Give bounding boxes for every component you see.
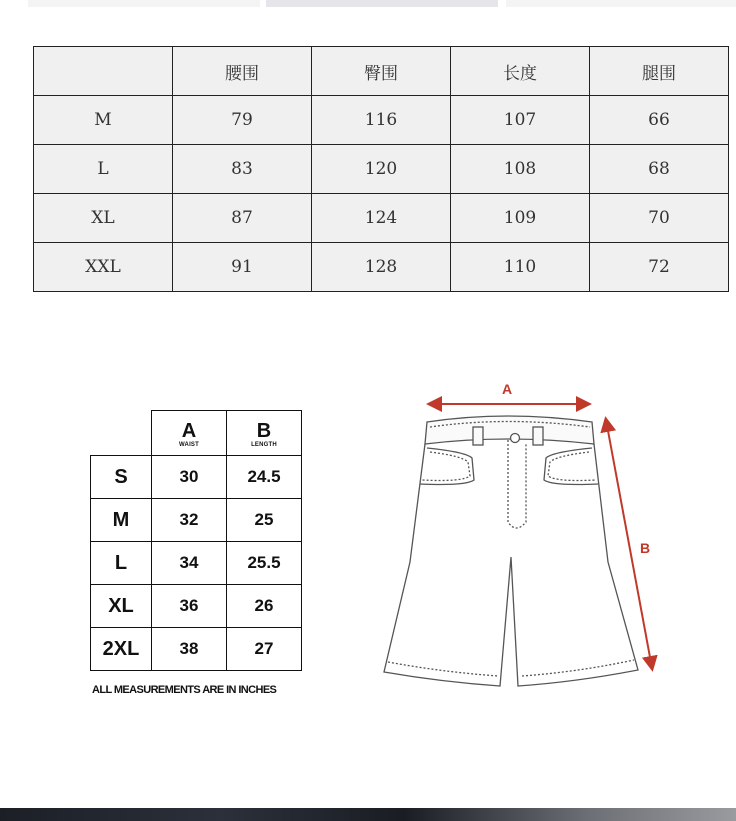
table-cell: 70	[590, 194, 729, 243]
table-cell: 116	[312, 96, 451, 145]
table-cell: 91	[173, 243, 312, 292]
table-row	[34, 96, 729, 145]
measurement-note: ALL MEASUREMENTS ARE IN INCHES	[92, 684, 277, 696]
table-row	[34, 145, 729, 194]
table-cell: XL	[34, 194, 173, 243]
table-row	[91, 585, 302, 628]
table-cell: 108	[451, 145, 590, 194]
table-cell: L	[34, 145, 173, 194]
column-sub-length: LENGTH	[251, 441, 277, 448]
length-value: 25	[227, 499, 302, 542]
column-sub-waist: WAIST	[179, 441, 199, 448]
top-image-strip-right	[506, 0, 736, 7]
chart-header-row	[91, 411, 302, 456]
length-value: 25.5	[227, 542, 302, 585]
waist-value: 34	[152, 542, 227, 585]
table-header-cell: 长度	[451, 47, 590, 96]
length-value: 27	[227, 628, 302, 671]
table-cell: M	[34, 96, 173, 145]
table-cell: 68	[590, 145, 729, 194]
waist-value: 30	[152, 456, 227, 499]
waist-button	[511, 434, 520, 443]
table-header-cell: 腰围	[173, 47, 312, 96]
table-row	[91, 628, 302, 671]
length-arrow-label: B	[639, 540, 651, 556]
length-value: 26	[227, 585, 302, 628]
table-cell: 107	[451, 96, 590, 145]
table-header-cell: 臀围	[312, 47, 451, 96]
size-label: XL	[91, 585, 152, 628]
table-header-row	[34, 47, 729, 96]
table-row	[34, 243, 729, 292]
column-letter-a: A	[181, 419, 197, 442]
table-cell: 109	[451, 194, 590, 243]
size-label: S	[91, 456, 152, 499]
chart-corner	[91, 411, 152, 456]
size-label: 2XL	[91, 628, 152, 671]
column-letter-b: B	[256, 419, 272, 442]
table-cell: 66	[590, 96, 729, 145]
table-cell: 72	[590, 243, 729, 292]
waist-value: 36	[152, 585, 227, 628]
shorts-diagram	[370, 372, 670, 702]
size-label: L	[91, 542, 152, 585]
table-cell: 79	[173, 96, 312, 145]
size-label: M	[91, 499, 152, 542]
table-header-cell: 腿围	[590, 47, 729, 96]
bottom-image-strip	[0, 808, 736, 821]
shorts-outline	[384, 416, 638, 686]
table-row	[91, 542, 302, 585]
cn-size-table	[33, 46, 729, 292]
table-row	[34, 194, 729, 243]
table-row	[91, 499, 302, 542]
table-cell: 120	[312, 145, 451, 194]
table-cell: 83	[173, 145, 312, 194]
inch-size-chart	[90, 410, 302, 671]
waist-column-header	[152, 411, 227, 456]
table-cell: XXL	[34, 243, 173, 292]
top-image-strip-left	[28, 0, 260, 7]
waist-value: 32	[152, 499, 227, 542]
table-header-cell	[34, 47, 173, 96]
length-column-header	[227, 411, 302, 456]
table-cell: 110	[451, 243, 590, 292]
table-row	[91, 456, 302, 499]
length-value: 24.5	[227, 456, 302, 499]
waist-arrow-label: A	[501, 381, 513, 397]
waist-value: 38	[152, 628, 227, 671]
table-cell: 124	[312, 194, 451, 243]
table-cell: 128	[312, 243, 451, 292]
top-image-strip-middle	[266, 0, 498, 7]
table-cell: 87	[173, 194, 312, 243]
